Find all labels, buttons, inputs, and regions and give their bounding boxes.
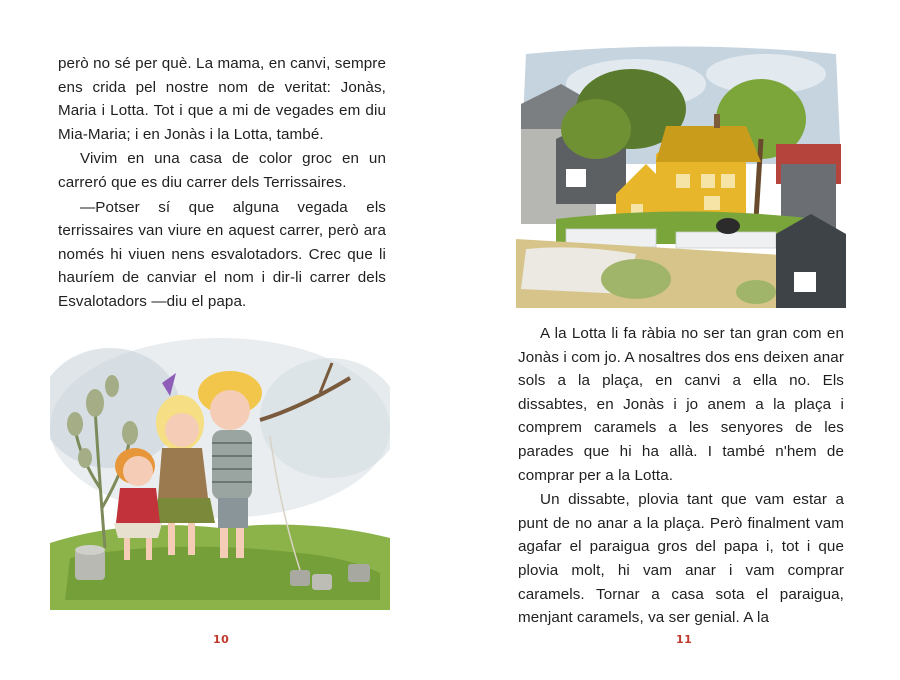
paragraph: A la Lotta li fa ràbia no ser tan gran com en Jonàs i com jo. A nosaltres dos ens deixen anar sols a la plaça, en canvi a ella no. Els dissabtes, en Jonàs i jo anem a la plaça i comprem caramels a les senyores de les parades que hi ha allà. I també n'hem de comprar per a la Lotta. [518,325,844,484]
paragraph: Un dissabte, plovia tant que vam estar a punt de no anar a la plaça. Però finalment vam agafar el paraigua gros del papa i, tot i que plovia molt, hi vam anar i vam comprar caramels. Tornar a casa sota el paraigua, menjant caramels, va ser genial. A la [518,491,844,627]
house-illustration [516,44,846,308]
paragraph: —Potser sí que alguna vegada els terrissaires van viure en aquest carrer, però ara només hi viuen nens esvalotadors. Crec que li hauríem de canviar el nom i dir-li carrer dels Esvalotadors —diu el papa. [58,198,386,310]
right-page-text [518,322,844,630]
right-page [450,0,900,680]
page-number: 11 [676,633,693,646]
page-number: 10 [213,633,230,646]
paragraph: però no sé per què. La mama, en canvi, sempre ens crida pel nostre nom de veritat: Jonàs, Maria i Lotta. Tot i que a mi de vegades em diu Mia-Maria; i en Jonàs i la Lotta, també. [58,55,386,143]
children-illustration [50,338,390,610]
left-page-text [58,52,386,314]
paragraph: Vivim en una casa de color groc en un carreró que es diu carrer dels Terrissaires. [58,150,386,191]
